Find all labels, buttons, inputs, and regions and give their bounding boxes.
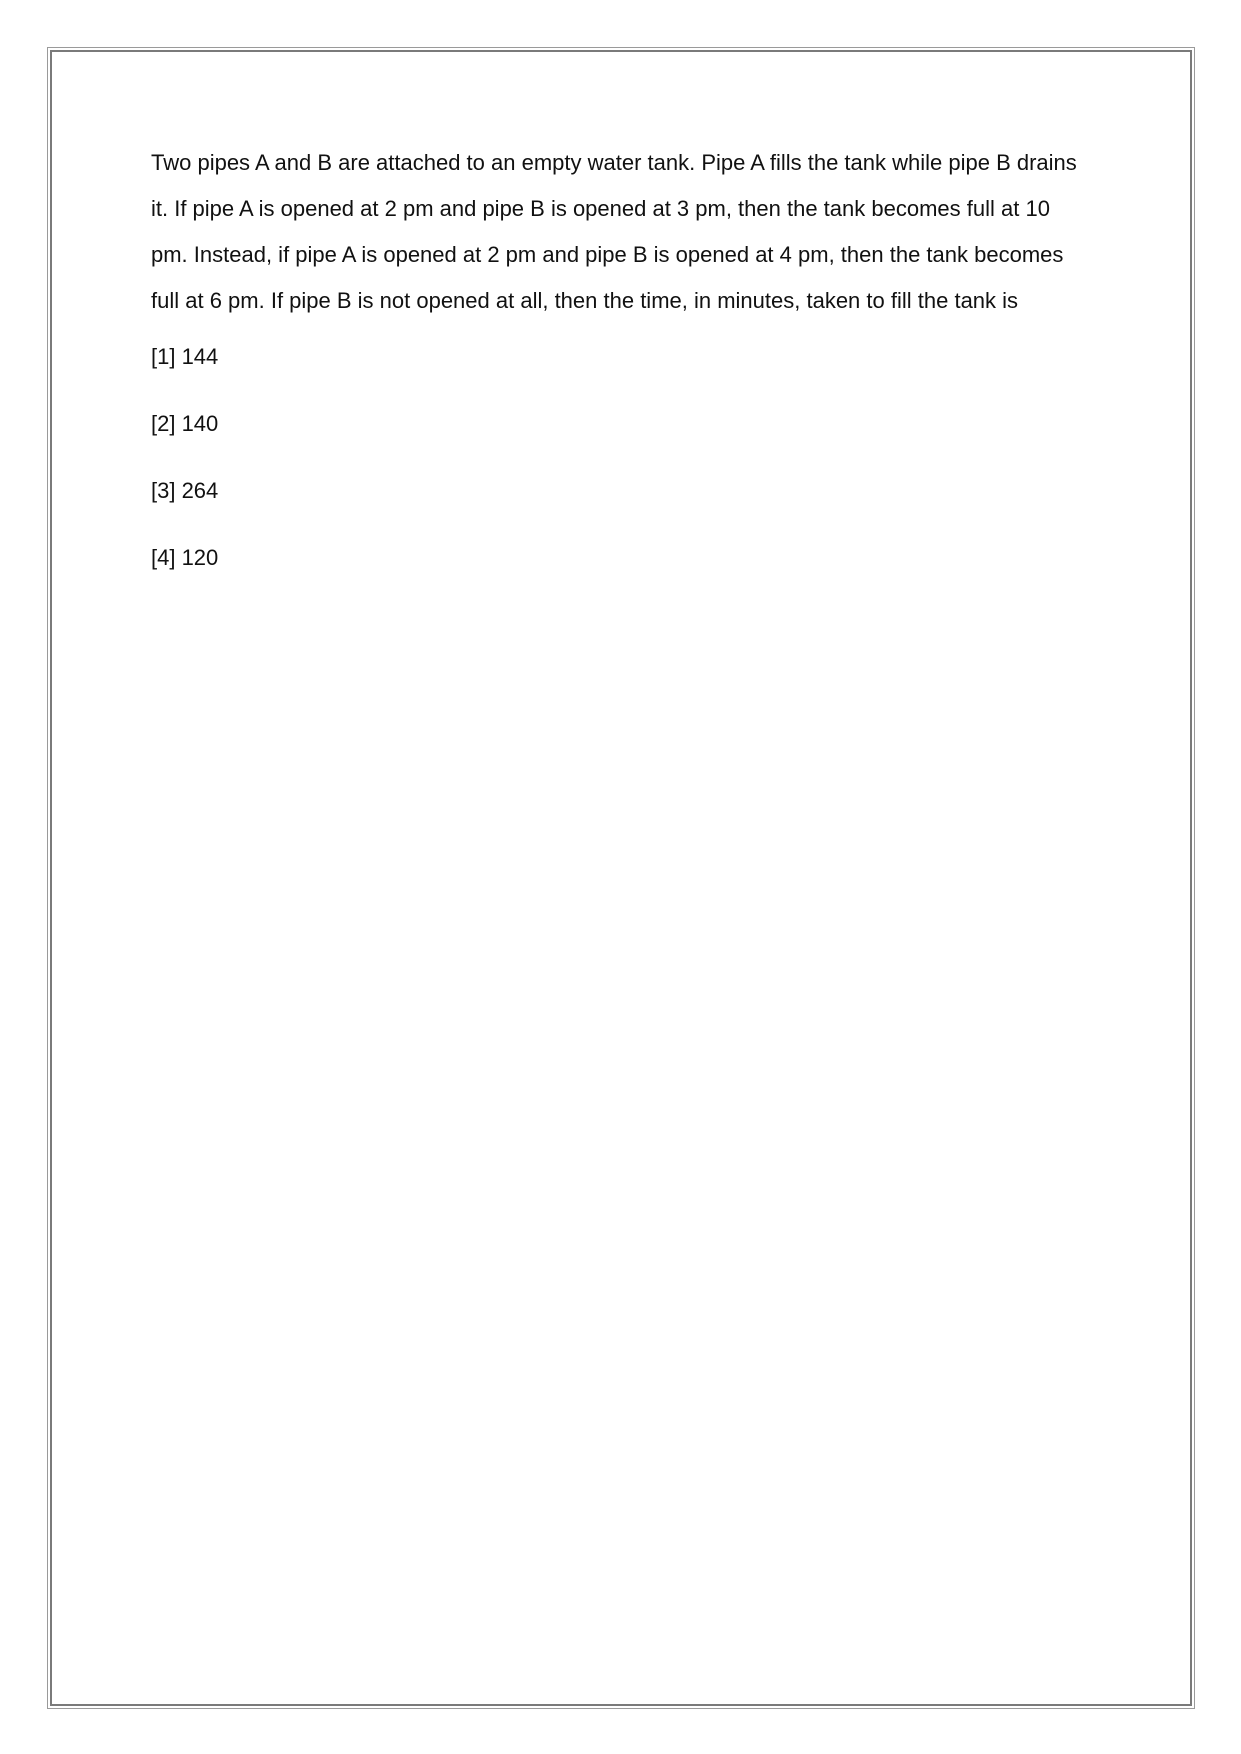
options-list — [151, 342, 1091, 573]
option-2: [2] 140 — [151, 411, 219, 436]
question-block — [151, 140, 1091, 610]
option-1: [1] 144 — [151, 344, 219, 369]
question-text: Two pipes A and B are attached to an empty water tank. Pipe A fills the tank while pipe B drains it. If pipe A is opened at 2 pm and pipe B is opened at 3 pm, then the tank becomes full at 10 pm. Instead, if pipe A is opened at 2 pm and pipe B is opened at 4 pm, then the tank becomes full at 6 pm. If pipe B is not opened at all, then the time, in minutes, taken to fill the tank is — [151, 150, 1077, 313]
option-4: [4] 120 — [151, 545, 219, 570]
option-3: [3] 264 — [151, 478, 219, 503]
